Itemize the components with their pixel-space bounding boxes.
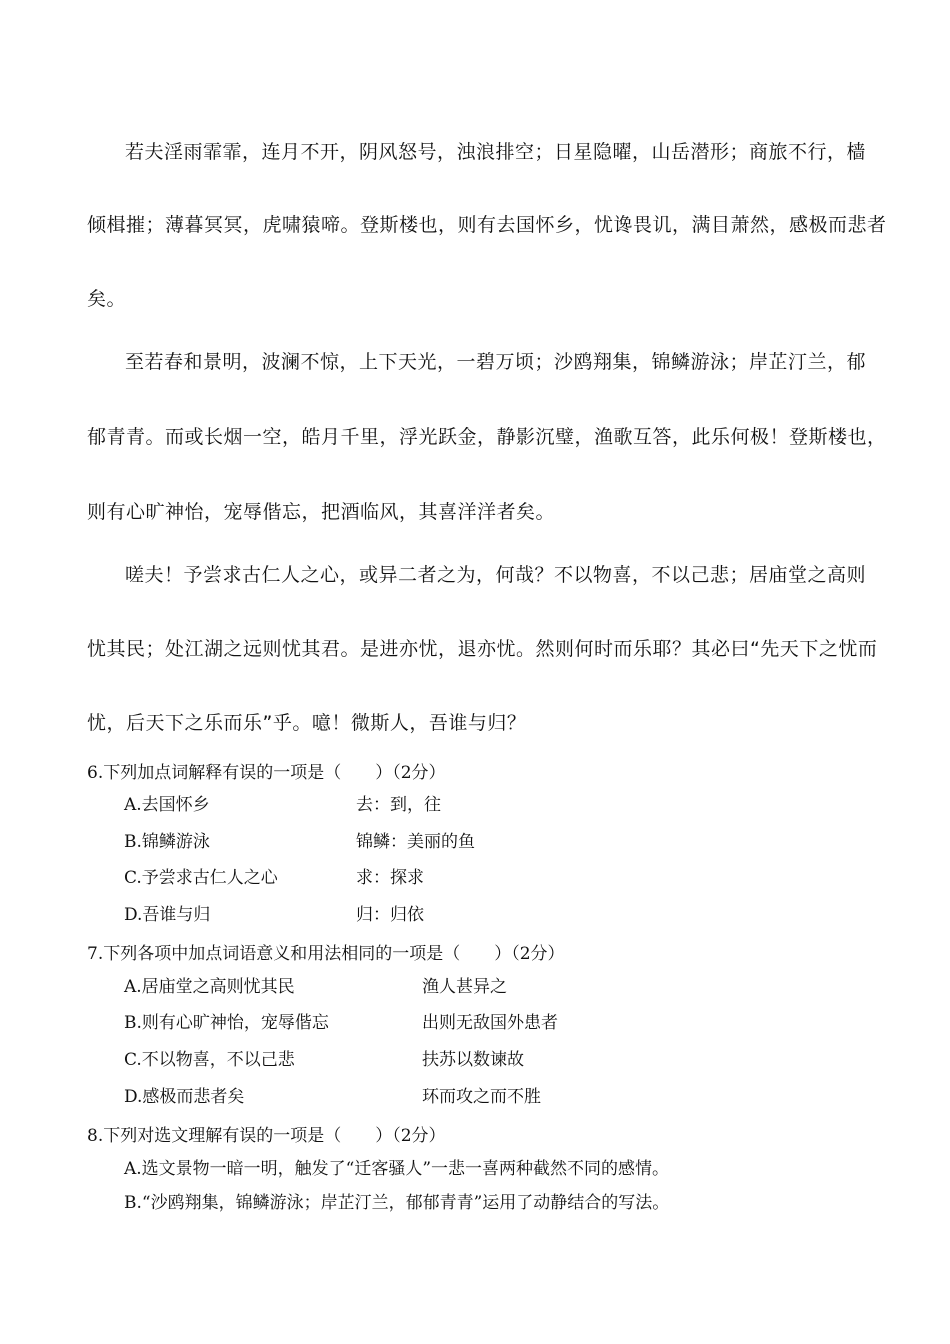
question-6-stem: 6.下列加点词解释有误的一项是（ ）（2分）	[87, 763, 446, 783]
question-7-option-d: D.感极而悲者矣	[124, 1087, 245, 1107]
question-7-option-d-note: 环而攻之而不胜	[422, 1087, 541, 1107]
passage-line: 郁青青。而或长烟一空，皓月千里，浮光跃金，静影沉璧，渔歌互答，此乐何极！登斯楼也，	[87, 426, 887, 448]
passage-line: 忧，后天下之乐而乐”乎。噫！微斯人，吾谁与归？	[87, 712, 527, 734]
question-8-stem: 8.下列对选文理解有误的一项是（ ）（2分）	[87, 1126, 446, 1146]
question-6-option-a: A.去国怀乡	[124, 795, 210, 815]
passage-line: 则有心旷神怡，宠辱偕忘，把酒临风，其喜洋洋者矣。	[87, 501, 556, 523]
passage-line: 矣。	[87, 288, 127, 310]
passage-line: 忧其民；处江湖之远则忧其君。是进亦忧，退亦忧。然则何时而乐耶？其必曰“先天下之忧而	[87, 638, 878, 660]
question-8-option-b: B.“沙鸥翔集，锦鳞游泳；岸芷汀兰，郁郁青青”运用了动静结合的写法。	[124, 1193, 670, 1213]
question-6-option-d: D.吾谁与归	[124, 905, 211, 925]
question-8-option-a: A.选文景物一暗一明，触发了“迁客骚人”一悲一喜两种截然不同的感情。	[124, 1159, 670, 1179]
passage-line: 至若春和景明，波澜不惊，上下天光，一碧万顷；沙鸥翔集，锦鳞游泳；岸芷汀兰，郁	[125, 351, 867, 373]
question-7-stem: 7.下列各项中加点词语意义和用法相同的一项是（ ）（2分）	[87, 944, 565, 964]
question-6-option-d-note: 归：归依	[356, 905, 424, 925]
question-6-option-b-note: 锦鳞：美丽的鱼	[356, 832, 475, 852]
passage-line: 若夫淫雨霏霏，连月不开，阴风怒号，浊浪排空；日星隐曜，山岳潜形；商旅不行，樯	[125, 141, 867, 163]
passage-line: 嗟夫！予尝求古仁人之心，或异二者之为，何哉？不以物喜，不以己悲；居庙堂之高则	[125, 564, 867, 586]
question-7-option-c-note: 扶苏以数谏故	[422, 1050, 524, 1070]
question-7-option-b-note: 出则无敌国外患者	[422, 1013, 558, 1033]
question-6-option-c-note: 求：探求	[356, 868, 424, 888]
question-7-option-a: A.居庙堂之高则忧其民	[124, 977, 295, 997]
passage-line: 倾楫摧；薄暮冥冥，虎啸猿啼。登斯楼也，则有去国怀乡，忧谗畏讥，满目萧然，感极而悲者	[87, 214, 887, 236]
question-6-option-a-note: 去：到，往	[356, 795, 441, 815]
question-7-option-c: C.不以物喜，不以己悲	[124, 1050, 295, 1070]
question-6-option-c: C.予尝求古仁人之心	[124, 868, 278, 888]
question-7-option-b: B.则有心旷神怡，宠辱偕忘	[124, 1013, 329, 1033]
question-7-option-a-note: 渔人甚异之	[422, 977, 507, 997]
question-6-option-b: B.锦鳞游泳	[124, 832, 210, 852]
